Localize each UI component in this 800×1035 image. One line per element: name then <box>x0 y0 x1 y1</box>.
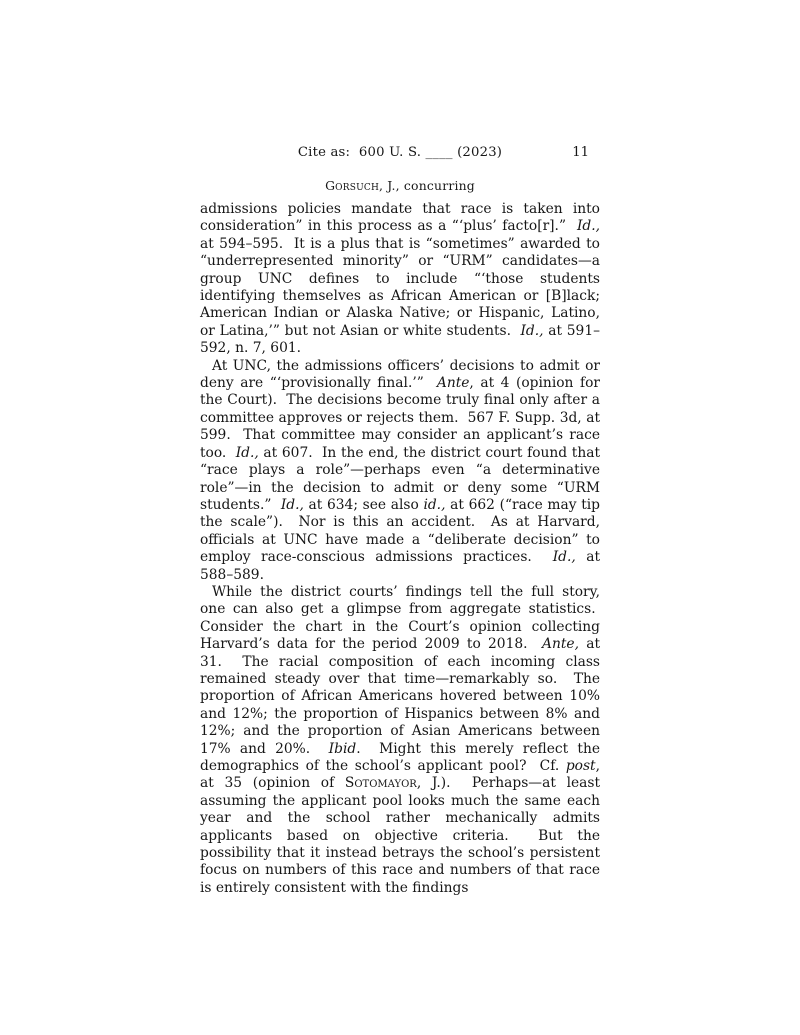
italic-text: Id., <box>235 444 259 461</box>
text-run: admissions policies mandate that race is taken into consideration” in this process as a “‘plus’ facto[r].” <box>200 201 600 235</box>
text-run: at 588–589. <box>200 549 600 583</box>
running-header <box>200 146 600 161</box>
text-run: , J.). Perhaps—at least assuming the applicant pool looks much the same each year and the school rather mechanically admits applicants based on objective criteria. But the possibility that it instead betrays the school’s persistent focus on numbers of this race and numbers of that race is entirely consistent with the findings <box>200 775 600 896</box>
italic-text: Ante, <box>542 636 579 653</box>
italic-text: Id., <box>576 218 600 235</box>
opinion-body <box>200 201 600 897</box>
small-caps-text: Gorsuch <box>325 178 380 193</box>
text-run: at 634; see also <box>303 496 424 513</box>
text-run: , at 35 (opinion of <box>200 758 600 792</box>
text-run: At UNC, the admissions officers’ decisions to admit or deny are “‘provisionally final.’” <box>200 357 600 392</box>
italic-text: Id., <box>280 496 304 513</box>
text-run: at 591–592, n. 7, 601. <box>200 322 600 357</box>
text-run: at 31. The racial composition of each incoming class remained steady over that time—remarkably so. The proportion of African Americans hovered between 10% and 12%; the proportion of Hispanics between 8% and 12%; and the proportion of Asian Americans between 17% and 20%. <box>200 636 601 757</box>
text-run: at 662 (“race may tip the scale”). Nor is this an accident. As at Harvard, officials at UNC have made a “deliberate decision” to employ race-conscious admissions practices. <box>200 496 600 566</box>
opinion-caption <box>200 179 600 193</box>
italic-text: id., <box>423 496 446 513</box>
text-run: , J., concurring <box>379 178 475 193</box>
text-run: . Might this merely reflect the demographics of the school’s applicant pool? Cf. <box>200 740 600 774</box>
page-number: 11 <box>572 145 589 160</box>
text-run: at 594–595. It is a plus that is “sometimes” awarded to “underrepresented minority” or “URM” candidates—a group UNC defines to include “‘those students identifying themselves as African American or [B]lack; American Indian or Alaska Native; or Hispanic, Latino, or Latina,’” but not Asian or white students. <box>200 235 600 339</box>
italic-text: post <box>565 758 596 774</box>
text-run: While the district courts’ findings tell the full story, one can also get a glimpse from aggregate statistics. Consider the chart in the Court’s opinion collecting Harvard’s data for the period 2009 to 2018. <box>200 583 600 653</box>
text-run: , at 4 (opinion for the Court). The decisions become truly final only after a committee approves or rejects them. 567 F. Supp. 3d, at 599. That committee may consider an applicant’s race too. <box>200 375 600 461</box>
italic-text: Ibid <box>328 740 357 757</box>
italic-text: Id., <box>520 322 544 339</box>
italic-text: Ante <box>436 375 470 392</box>
small-caps-text: Sotomayor <box>344 775 417 792</box>
paragraph <box>200 201 600 358</box>
citation-line: Cite as: 600 U. S. ____ (2023) <box>297 145 503 160</box>
paragraph <box>200 358 600 584</box>
paragraph <box>200 584 600 897</box>
text-run: at 607. In the end, the district court found that “race plays a role”—perhaps even “a determinative role”—in the decision to admit or deny some “URM students.” <box>200 444 601 513</box>
italic-text: Id., <box>552 549 576 566</box>
